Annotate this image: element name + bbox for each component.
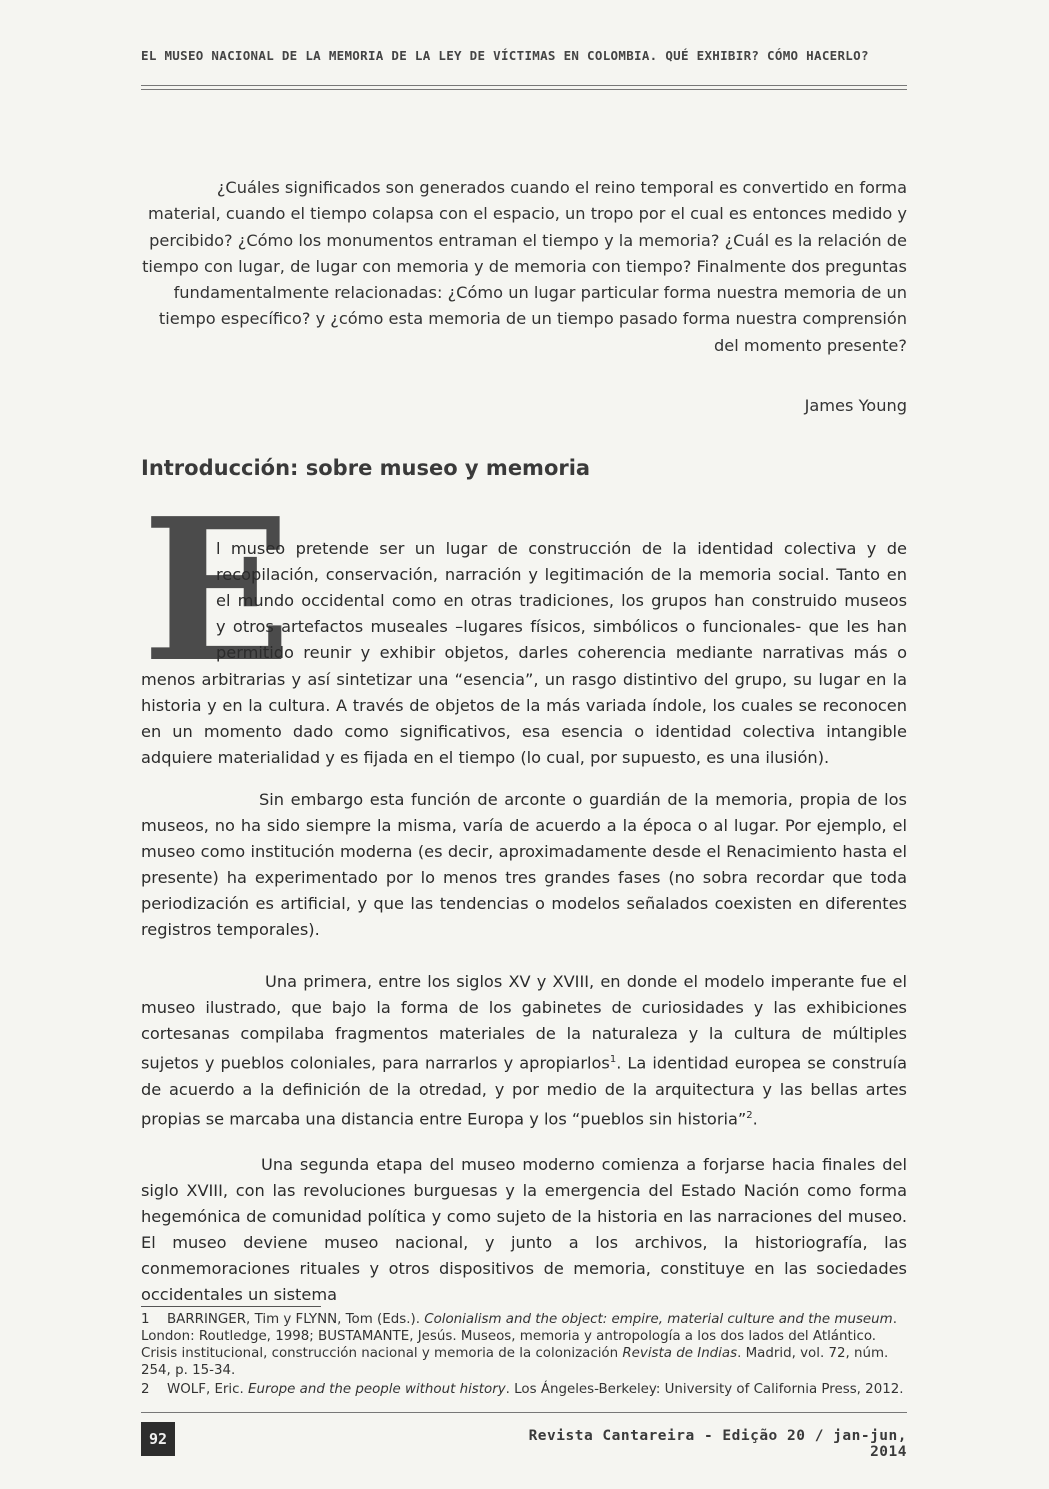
epigraph-author: James Young bbox=[804, 396, 907, 415]
footnote-1-text-e: . Madrid, vol. 72, núm. 254, p. 15-34. bbox=[141, 1346, 889, 1378]
footnote-1 bbox=[141, 1311, 907, 1379]
paragraph-3 bbox=[141, 969, 907, 1132]
p3-text-b: . La identidad europea se construía de acuerdo a la definición de la otredad, y por medio de la arquitectura y las bellas artes propias se marcaba una distancia entre Europa y los “pueblos sin historia” bbox=[141, 1053, 908, 1129]
p1-line-5: permitido reunir y exhibir objetos, darles coherencia mediante narrativas más o bbox=[216, 643, 907, 663]
p1-line-4: y otros artefactos museales –lugares físicos, simbólicos o funcionales- que les han bbox=[216, 617, 907, 637]
p3-text-c: . bbox=[752, 1109, 758, 1129]
footnotes bbox=[141, 1311, 907, 1400]
page-number: 92 bbox=[141, 1422, 175, 1456]
footnote-1-text-a: BARRINGER, Tim y FLYNN, Tom (Eds.). bbox=[167, 1312, 425, 1327]
header-rule-bottom bbox=[141, 89, 907, 90]
footnote-1-text-c: . London: Routledge, 1998; BUSTAMANTE, Jesús. Museos, memoria y antropología a los dos lados del Atlántico. Crisis institucional, construcción nacional y memoria de la colonización bbox=[141, 1312, 897, 1361]
footnote-number: 2 bbox=[141, 1382, 150, 1397]
footnote-1-title: Colonialism and the object: empire, material culture and the museum bbox=[424, 1312, 893, 1327]
footnote-ref-2[interactable]: 2 bbox=[746, 1109, 753, 1121]
footnote-2-title: Europe and the people without history bbox=[248, 1382, 506, 1397]
footnote-number: 1 bbox=[141, 1312, 150, 1327]
journal-name: Revista Cantareira - Edição 20 / jan-jun, 2014 bbox=[528, 1428, 907, 1460]
footnote-2-text-c: . Los Ángeles-Berkeley: University of California Press, 2012. bbox=[505, 1382, 904, 1397]
p3-text-a: Una primera, entre los siglos XV y XVIII, en donde el modelo imperante fue el museo ilustrado, que bajo la forma de los gabinetes de curiosidades y las exhibiciones cortesanas compilaba fragmentos materiales de la naturaleza y la cultura de múltiples sujetos y pueblos coloniales, para narrarlos y apropiarlos bbox=[141, 972, 907, 1073]
footnote-2-text-a: WOLF, Eric. bbox=[167, 1382, 249, 1397]
footnote-ref-1[interactable]: 1 bbox=[609, 1054, 617, 1066]
footnote-2 bbox=[141, 1381, 907, 1398]
paragraph-2: Sin embargo esta función de arconte o guardián de la memoria, propia de los museos, no ha sido siempre la misma, varía de acuerdo a la época o al lugar. Por ejemplo, el museo como institución moderna (es decir, aproximadamente desde el Renacimiento hasta el presente) ha experimentado por lo menos tres grandes fases (no sobra recordar que toda periodización es artificial, y que las tendencias o modelos señalados coexisten en diferentes registros temporales). bbox=[141, 790, 907, 940]
footnote-rule bbox=[141, 1306, 321, 1307]
paragraph-4: Una segunda etapa del museo moderno comienza a forjarse hacia finales del siglo XVIII, con las revoluciones burguesas y la emergencia del Estado Nación como forma hegemónica de comunidad política y como sujeto de la historia en las narraciones del museo. El museo deviene museo nacional, y junto a los archivos, la historiografía, las conmemoraciones rituales y otros dispositivos de memoria, constituye en las sociedades occidentales un sistema bbox=[141, 1155, 907, 1305]
header-rule-top bbox=[141, 85, 907, 86]
footnote-1-journal: Revista de Indias bbox=[622, 1346, 738, 1361]
p1-line-3: el mundo occidental como en otras tradiciones, los grupos han construido museos bbox=[216, 591, 907, 611]
drop-cap: E bbox=[142, 476, 292, 706]
section-title: Introducción: sobre museo y memoria bbox=[141, 456, 591, 480]
epigraph-quote: ¿Cuáles significados son generados cuando el reino temporal es convertido en forma material, cuando el tiempo colapsa con el espacio, un tropo por el cual es entonces medido y percibido? ¿Cómo los monumentos entraman el tiempo y la memoria? ¿Cuál es la relación de tiempo con lugar, de lugar con memoria y de memoria con tiempo? Finalmente dos preguntas fundamentalmente relacionadas: ¿Cómo un lugar particular forma nuestra memoria de un tiempo específico? y ¿cómo esta memoria de un tiempo pasado forma nuestra comprensión del momento presente? bbox=[142, 178, 907, 355]
running-title: EL MUSEO NACIONAL DE LA MEMORIA DE LA LEY DE VÍCTIMAS EN COLOMBIA. QUÉ EXHIBIR? CÓMO HACERLO? bbox=[141, 48, 869, 63]
p1-line-1: l museo pretende ser un lugar de construcción de la identidad colectiva y de bbox=[216, 539, 907, 558]
paragraph-1-rest: menos arbitrarias y así sintetizar una “esencia”, un rasgo distintivo del grupo, su lugar en la historia y en la cultura. A través de objetos de la más variada índole, los cuales se reconocen en un momento dado como significativos, esa esencia o identidad colectiva intangible adquiere materialidad y es fijada en el tiempo (lo cual, por supuesto, es una ilusión). bbox=[141, 670, 907, 768]
footer-rule bbox=[141, 1412, 907, 1413]
p1-line-2: recopilación, conservación, narración y legitimación de la memoria social. Tanto en bbox=[216, 565, 907, 585]
paragraph-1-head bbox=[216, 536, 907, 666]
